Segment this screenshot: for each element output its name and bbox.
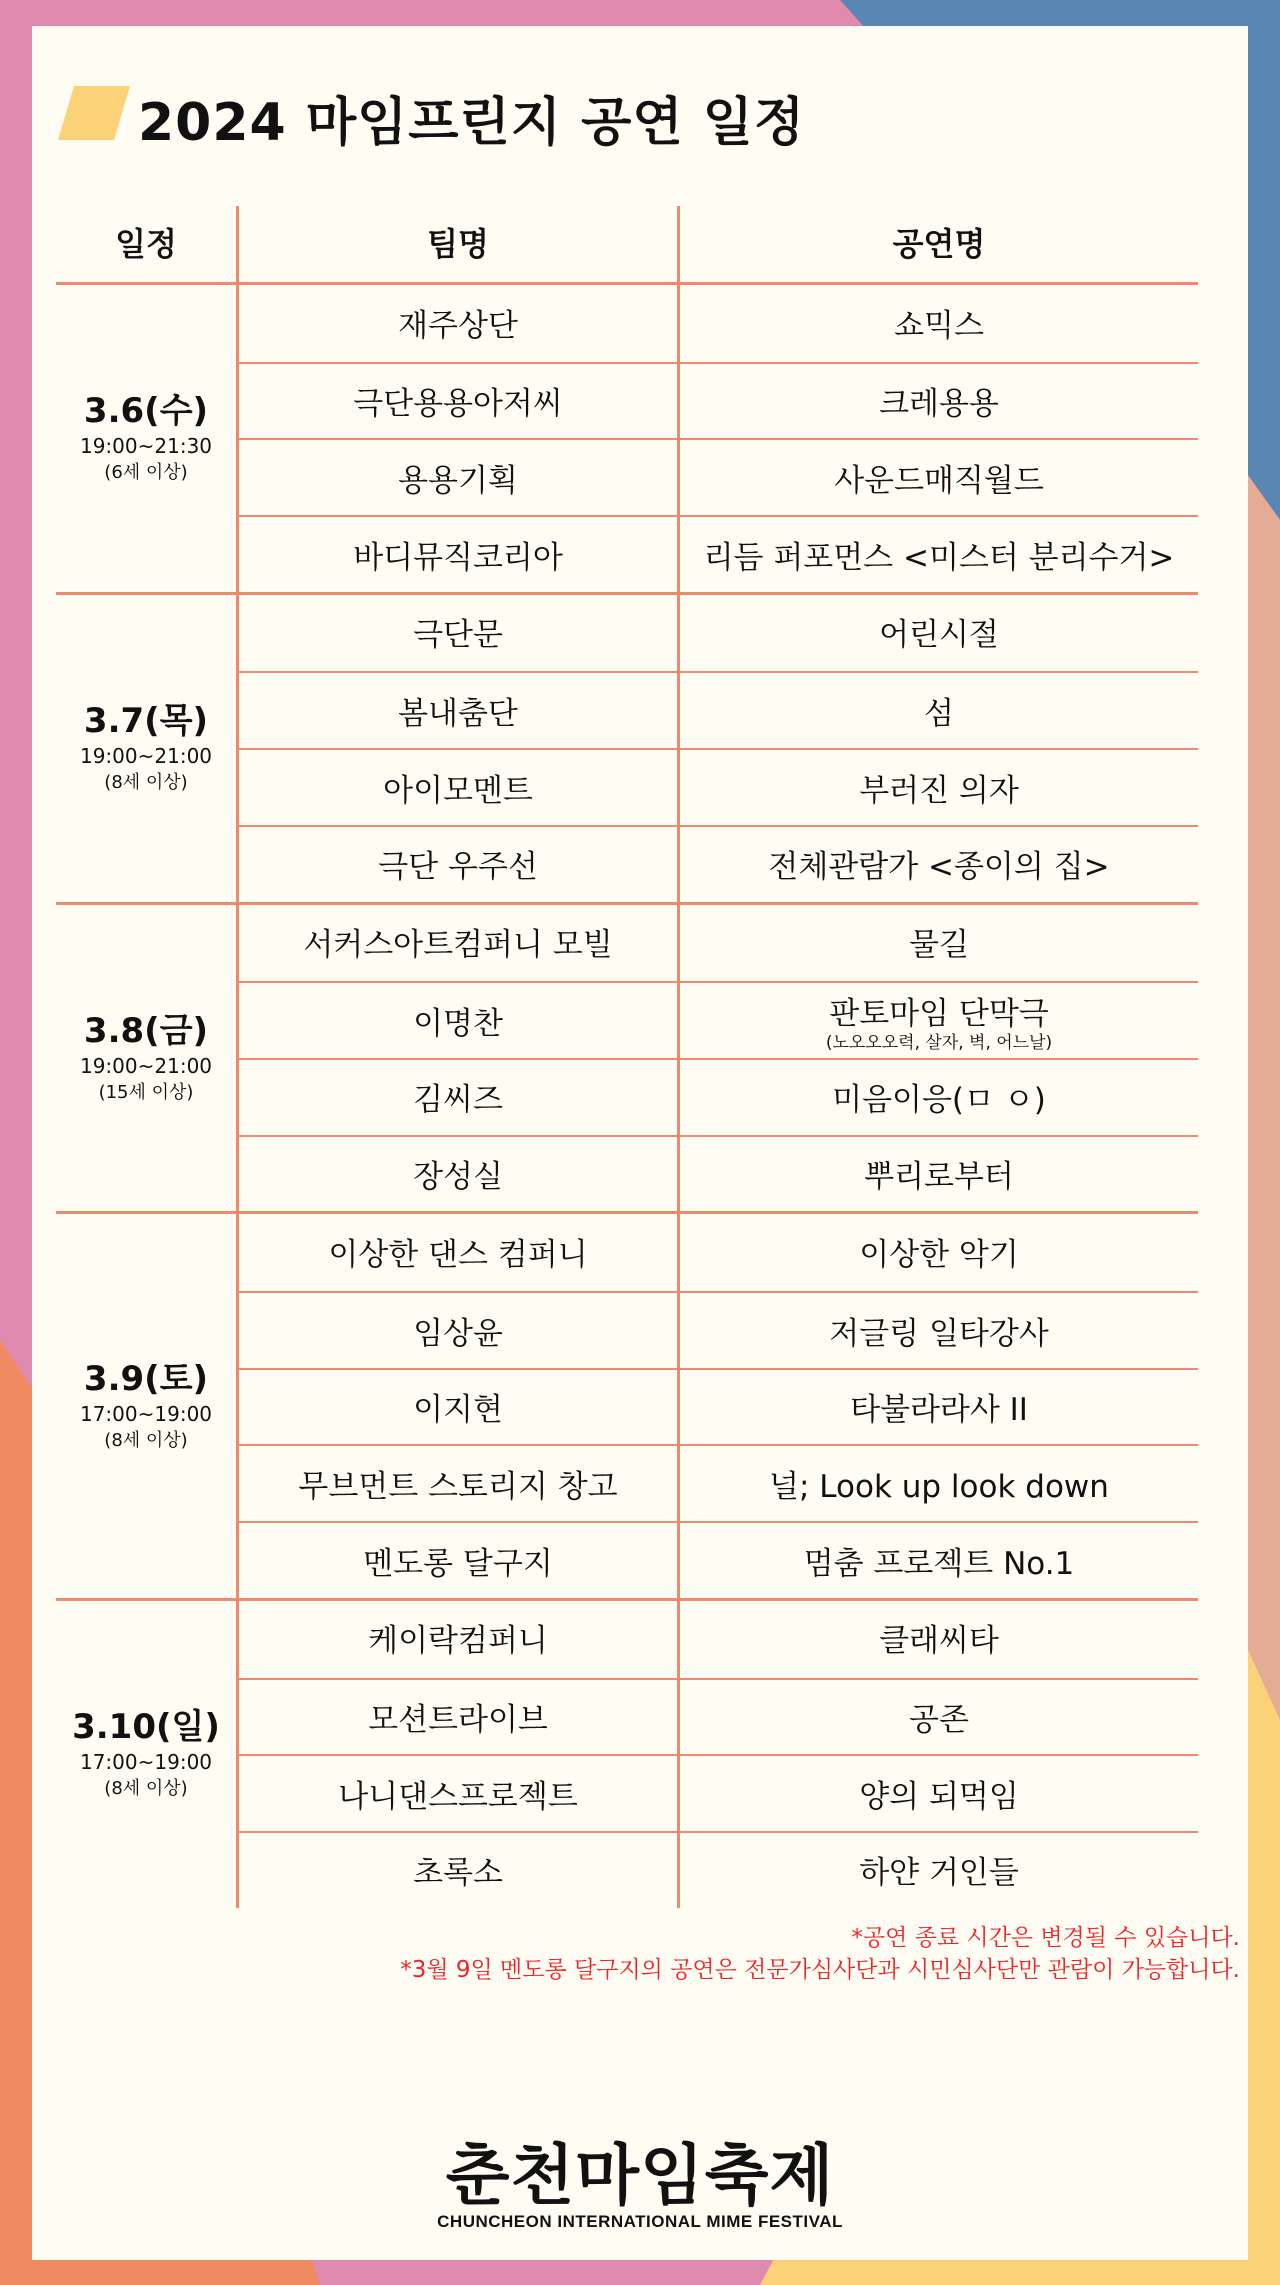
show-title: 리듬 퍼포먼스 <미스터 분리수거> <box>703 539 1175 576</box>
show-title: 전체관람가 <종이의 집> <box>768 849 1110 886</box>
table-row <box>239 1831 1198 1907</box>
table-row <box>239 285 1198 359</box>
team-name: 무브먼트 스토리지 창고 <box>298 1468 618 1505</box>
table-row <box>239 1058 1198 1134</box>
show-title-cell <box>680 1523 1198 1597</box>
show-title-cell <box>680 1833 1198 1907</box>
show-title-cell <box>680 285 1198 359</box>
show-title-cell <box>680 595 1198 669</box>
team-name: 멘도롱 달구지 <box>363 1545 553 1582</box>
schedule-date-cell <box>56 1358 236 1454</box>
schedule-date: 3.8(금) <box>83 1010 209 1051</box>
schedule-age-limit: (6세 이상) <box>104 462 188 484</box>
show-title-cell <box>680 1293 1198 1367</box>
schedule-table <box>56 206 1198 1908</box>
show-title: 공존 <box>909 1702 969 1739</box>
schedule-time: 19:00~21:00 <box>79 744 213 769</box>
show-title: 사운드매직월드 <box>834 462 1044 499</box>
table-row <box>239 1601 1198 1675</box>
table-row <box>239 1678 1198 1754</box>
table-row <box>239 1135 1198 1211</box>
team-name: 이명찬 <box>413 1005 503 1042</box>
show-title-cell <box>680 1214 1198 1288</box>
show-title-cell <box>680 1370 1198 1444</box>
show-title-cell <box>680 750 1198 824</box>
schedule-time: 19:00~21:30 <box>79 434 213 459</box>
schedule-time: 19:00~21:00 <box>79 1053 213 1078</box>
title-marker-icon <box>58 86 130 140</box>
note-line: *공연 종료 시간은 변경될 수 있습니다. <box>851 1925 1240 1951</box>
show-title-cell <box>680 1137 1198 1211</box>
table-row <box>239 595 1198 669</box>
column-divider <box>677 206 680 285</box>
schedule-time: 17:00~19:00 <box>79 1402 213 1427</box>
show-title: 하얀 거인들 <box>859 1855 1019 1892</box>
schedule-age-limit: (8세 이상) <box>104 1778 188 1800</box>
show-title-cell <box>680 983 1198 1057</box>
show-title-cell <box>680 1680 1198 1754</box>
schedule-date-cell <box>56 390 236 486</box>
show-title-cell <box>680 905 1198 979</box>
show-title: 섬 <box>924 695 954 732</box>
team-name: 용용기획 <box>398 462 518 499</box>
team-name: 장성실 <box>413 1159 503 1196</box>
team-name: 극단문 <box>413 617 503 654</box>
show-title: 어린시절 <box>879 617 999 654</box>
show-title: 뿌리로부터 <box>864 1159 1014 1196</box>
schedule-date: 3.6(수) <box>83 391 209 432</box>
header-team: 팀명 <box>427 225 489 263</box>
table-row <box>239 1291 1198 1367</box>
schedule-group <box>56 1601 1198 1908</box>
schedule-date: 3.7(목) <box>83 701 209 742</box>
show-title-cell <box>680 1060 1198 1134</box>
team-name: 극단용용아저씨 <box>353 386 563 423</box>
show-subtitle: (노오오오력, 살자, 벽, 어느날) <box>825 1032 1053 1053</box>
table-row <box>239 515 1198 591</box>
table-row <box>239 905 1198 979</box>
show-title: 클래씨타 <box>879 1623 999 1660</box>
show-title: 이상한 악기 <box>859 1236 1019 1273</box>
show-title-cell <box>680 1446 1198 1520</box>
show-title: 물길 <box>909 927 969 964</box>
show-title: 널; Look up look down <box>769 1468 1109 1505</box>
show-title-cell <box>680 1756 1198 1830</box>
table-row <box>239 1368 1198 1444</box>
table-row <box>239 362 1198 438</box>
schedule-group <box>56 1214 1198 1601</box>
team-name: 초록소 <box>413 1855 503 1892</box>
note-line: *3월 9일 멘도롱 달구지의 공연은 전문가심사단과 시민심사단만 관람이 가능합니다. <box>400 1957 1240 1983</box>
show-title-cell <box>680 1601 1198 1675</box>
table-row <box>239 438 1198 514</box>
schedule-date-cell <box>56 700 236 796</box>
team-name: 모션트라이브 <box>368 1702 548 1739</box>
table-row <box>239 671 1198 747</box>
team-name: 이상한 댄스 컴퍼니 <box>328 1236 588 1273</box>
team-name: 봄내춤단 <box>398 695 518 732</box>
header-date: 일정 <box>115 225 177 263</box>
schedule-time: 17:00~19:00 <box>79 1750 213 1775</box>
table-row <box>239 1214 1198 1288</box>
schedule-age-limit: (8세 이상) <box>104 1430 188 1452</box>
team-name: 재주상단 <box>398 307 518 344</box>
show-title-cell <box>680 440 1198 514</box>
show-title-cell <box>680 364 1198 438</box>
team-name: 서커스아트컴퍼니 모빌 <box>303 927 613 964</box>
show-title-cell <box>680 673 1198 747</box>
team-name: 임상윤 <box>413 1315 503 1352</box>
festival-logo <box>0 2137 1280 2232</box>
show-title: 크레용용 <box>879 386 999 423</box>
team-name: 아이모멘트 <box>383 772 533 809</box>
schedule-age-limit: (15세 이상) <box>98 1081 194 1103</box>
show-title: 부러진 의자 <box>859 772 1019 809</box>
column-divider <box>236 206 239 285</box>
team-name: 이지현 <box>413 1392 503 1429</box>
table-row <box>239 1444 1198 1520</box>
team-name: 케이락컴퍼니 <box>368 1623 548 1660</box>
team-name: 바디뮤직코리아 <box>353 539 563 576</box>
schedule-group <box>56 905 1198 1215</box>
show-title-cell <box>680 517 1198 591</box>
table-row <box>239 825 1198 901</box>
schedule-age-limit: (8세 이상) <box>104 772 188 794</box>
header-show: 공연명 <box>892 225 986 263</box>
show-title: 미음이응(ㅁ ㅇ) <box>832 1082 1046 1119</box>
show-title: 쇼믹스 <box>894 307 984 344</box>
schedule-date-cell <box>56 1706 236 1802</box>
show-title: 양의 되먹임 <box>859 1778 1019 1815</box>
logo-english: CHUNCHEON INTERNATIONAL MIME FESTIVAL <box>437 2212 843 2231</box>
table-row <box>239 748 1198 824</box>
table-row <box>239 1521 1198 1597</box>
table-header <box>56 206 1198 285</box>
table-row <box>239 1754 1198 1830</box>
logo-korean: 춘천마임축제 <box>445 2137 835 2214</box>
show-title: 타불라라사 II <box>850 1392 1028 1429</box>
notes <box>400 1922 1240 1986</box>
schedule-group <box>56 595 1198 905</box>
table-body <box>56 285 1198 1908</box>
schedule-date: 3.10(일) <box>72 1707 220 1748</box>
show-title: 판토마임 단막극 <box>829 995 1049 1032</box>
table-row <box>239 981 1198 1057</box>
show-title: 멈춤 프로젝트 No.1 <box>803 1545 1075 1582</box>
team-name: 김씨즈 <box>413 1082 503 1119</box>
schedule-group <box>56 285 1198 595</box>
page-title: 2024 마임프린지 공연 일정 <box>138 93 806 153</box>
show-title: 저글링 일타강사 <box>829 1315 1049 1352</box>
team-name: 극단 우주선 <box>378 849 538 886</box>
schedule-date: 3.9(토) <box>83 1359 209 1400</box>
team-name: 나니댄스프로젝트 <box>338 1778 578 1815</box>
schedule-date-cell <box>56 1010 236 1106</box>
show-title-cell <box>680 827 1198 901</box>
